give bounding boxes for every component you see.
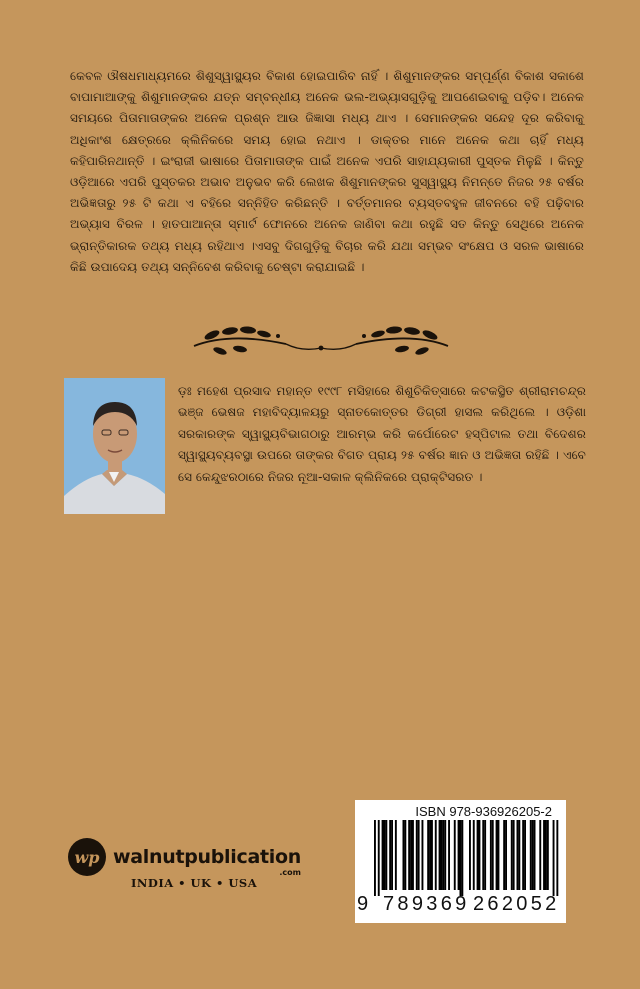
- barcode-bar: [403, 820, 405, 890]
- barcode-bar: [492, 820, 494, 890]
- barcode-bar: [530, 820, 532, 890]
- barcode-bar: [517, 820, 519, 890]
- barcode-right-digits: 262052: [473, 893, 560, 915]
- barcode-bar: [461, 820, 463, 896]
- barcode-bar: [547, 820, 549, 890]
- publisher-countries: INDIA • UK • USA: [131, 876, 258, 890]
- barcode-bar: [441, 820, 443, 890]
- barcode-bar: [543, 820, 545, 890]
- barcode-bar: [553, 820, 555, 896]
- publisher-name: walnutpublication: [113, 846, 301, 868]
- barcode-bar: [431, 820, 433, 890]
- barcode-bar: [513, 820, 515, 890]
- barcode-bar: [473, 820, 475, 890]
- barcode-bar: [458, 820, 460, 890]
- barcode-bar: [439, 820, 441, 890]
- barcode-bar: [503, 820, 505, 890]
- barcode-bar: [511, 820, 513, 890]
- barcode-bar: [427, 820, 429, 890]
- barcode-bar: [444, 820, 446, 890]
- barcode-left-digits: 789369: [383, 893, 470, 915]
- barcode-bar: [479, 820, 481, 890]
- barcode-first-digit: 9: [357, 893, 369, 915]
- barcode-bar: [460, 820, 462, 896]
- barcode-bar: [448, 820, 450, 890]
- barcode-bar: [498, 820, 500, 890]
- publisher-logo-mark: wp: [68, 838, 106, 876]
- barcode-bar: [469, 820, 471, 890]
- barcode-bar: [534, 820, 536, 890]
- barcode-bar: [524, 820, 526, 890]
- barcode-bar: [385, 820, 387, 890]
- barcode-bar: [454, 820, 456, 890]
- barcode-bar: [482, 820, 484, 890]
- barcode-bars: [360, 820, 561, 896]
- barcode-bar: [422, 820, 424, 890]
- barcode-bar: [490, 820, 492, 890]
- barcode-bar: [477, 820, 479, 890]
- barcode-bar: [556, 820, 558, 896]
- barcode-bar: [410, 820, 412, 890]
- barcode-bar: [408, 820, 410, 890]
- isbn-label: ISBN 978-936926205-2: [415, 804, 552, 819]
- back-cover-blurb: କେବଳ ଔଷଧମାଧ୍ୟମରେ ଶିଶୁସ୍ୱାସ୍ଥ୍ୟର ବିକାଶ ହୋଇପାରିବ ନାହିଁ । ଶିଶୁମାନଙ୍କର ସମ୍ପୂର୍ଣ୍ଣ ବିକାଶ ସକାଶେ ବାପାମାଆଙ୍କୁ ଶିଶୁମାନଙ୍କର ଯତ୍ନ ସମ୍ବନ୍ଧୀୟ ଅନେକ ଭଲ-ଅଭ୍ୟାସଗୁଡ଼ିକୁ ଆପଣେଇବାକୁ ପଡ଼ିବ। ଅନେକ ସମୟରେ ପିତାମାତାଙ୍କର ଅନେକ ପ୍ରଶ୍ନ ଆଉ ଜିଜ୍ଞାସା ମଧ୍ୟ ଥାଏ । ସେମାନଙ୍କର ସନ୍ଦେହ ଦୂର କରିବାକୁ ଅଧିକାଂଶ କ୍ଷେତ୍ରରେ କ୍ଲିନିକରେ ସମୟ ହୋଇ ନଥାଏ । ଡାକ୍ତର ମାନେ ଅନେକ କଥା ଚାହିଁ ମଧ୍ୟ କହିପାରିନଥାନ୍ତି । ଇଂରାଜୀ ଭାଷାରେ ପିତାମାତାଙ୍କ ପାଇଁ ଅନେକ ଏପରି ସାହାଯ୍ୟକାରୀ ପୁସ୍ତକ ମିଳୁଛି । କିନ୍ତୁ ଓଡ଼ିଆରେ ଏପରି ପୁସ୍ତକର ଅଭାବ ଅନୁଭବ କରି ଲେଖକ ଶିଶୁମାନଙ୍କର ସୁସ୍ୱାସ୍ଥ୍ୟ ନିମନ୍ତେ ନିଜର ୨୫ ବର୍ଷର ଅଭିଜ୍ଞତାରୁ ୨୫ ଟି କଥା ଏ ବହିରେ ସନ୍ନିହିତ କରିଛନ୍ତି । ବର୍ତ୍ତମାନର ବ୍ୟସ୍ତବହୁଳ ଜୀବନରେ ବହି ପଢ଼ିବାର ଅଭ୍ୟାସ ବିରଳ । ହାତପାଆନ୍ତା ସ୍ମାର୍ଟ ଫୋନରେ ଅନେକ ଜାଣିବା କଥା ରହୁଛି ସତ କିନ୍ତୁ ସେଥିରେ ଅନେକ ଭ୍ରାନ୍ତିକାରକ ତଥ୍ୟ ମଧ୍ୟ ରହିଥାଏ ।ଏସବୁ ଦିଗଗୁଡ଼ିକୁ ବିଚାର କରି ଯଥା ସମ୍ଭବ ସଂକ୍ଷେପ ଓ ସରଳ ଭାଷାରେ କିଛି ଉପାଦେୟ ତଥ୍ୟ ସନ୍ନିବେଶ କରିବାକୁ ଚେଷ୍ଟା କରାଯାଇଛି ।: [70, 69, 584, 274]
- floral-divider-ornament: [190, 318, 452, 362]
- barcode-bar: [416, 820, 418, 890]
- barcode-bar: [412, 820, 414, 890]
- barcode-bar: [532, 820, 534, 890]
- publisher-wordmark: [113, 846, 301, 877]
- barcode-bar: [545, 820, 547, 890]
- barcode-bar: [518, 820, 520, 890]
- author-bio: ଡ଼ଃ ମହେଶ ପ୍ରସାଦ ମହାନ୍ତ ୧୯୯୮ ମସିହାରେ ଶିଶୁଚିକିତ୍ସାରେ କଟକସ୍ଥିତ ଶ୍ରୀରାମଚନ୍ଦ୍ର ଭଞ୍ଜ ଭେଷଜ ମହାବିଦ୍ୟାଳୟରୁ ସ୍ନାତକୋତ୍ତର ଡିଗ୍ରୀ ହାସଲ କରିଥିଲେ । ଓଡ଼ିଶା ସରକାରଙ୍କ ସ୍ୱାସ୍ଥ୍ୟବିଭାଗଠାରୁ ଆରମ୍ଭ କରି କର୍ପୋରେଟ ହସ୍ପିଟାଲ ତଥା ବିଦେଶର ସ୍ୱାସ୍ଥ୍ୟବ୍ୟବସ୍ଥା ଉପରେ ତାଙ୍କର ବିଗତ ପ୍ରାୟ ୨୫ ବର୍ଷର ଜ୍ଞାନ ଓ ଅଭିଜ୍ଞତା ରହିଛି । ଏବେ ସେ କେନ୍ଦୁଝରଠାରେ ନିଜର ନୂଆ-ସକାଳ କ୍ଲିନିକରେ ପ୍ରାକ୍ଟିସରତ ।: [178, 384, 586, 484]
- barcode-bar: [522, 820, 524, 890]
- barcode-bar: [539, 820, 541, 890]
- barcode-bar: [389, 820, 391, 890]
- barcode-bar: [395, 820, 397, 890]
- barcode-bar: [378, 820, 380, 896]
- barcode-bar: [382, 820, 384, 890]
- barcode-bar: [404, 820, 406, 890]
- publisher-logo: [68, 836, 328, 878]
- barcode-bar: [496, 820, 498, 890]
- barcode-bar: [435, 820, 437, 890]
- barcode-bar: [391, 820, 393, 890]
- barcode-bar: [484, 820, 486, 890]
- barcode-bar: [418, 820, 420, 890]
- barcode-bar: [505, 820, 507, 890]
- isbn-barcode: [355, 800, 566, 923]
- author-photo: [64, 378, 165, 514]
- barcode-bar: [384, 820, 386, 890]
- barcode-bar: [429, 820, 431, 890]
- barcode-bar: [442, 820, 444, 890]
- publisher-domain: .com: [279, 868, 301, 877]
- barcode-bar: [374, 820, 376, 896]
